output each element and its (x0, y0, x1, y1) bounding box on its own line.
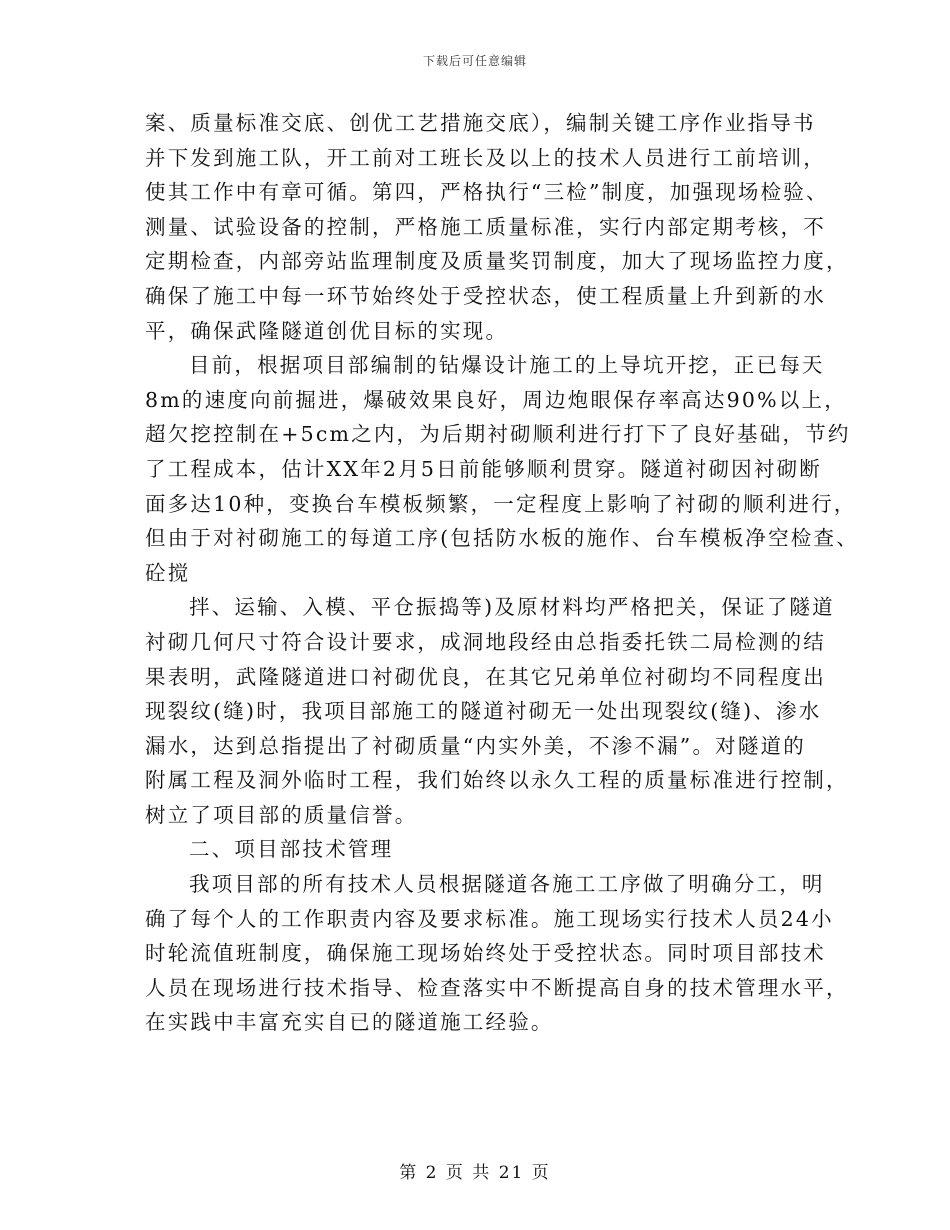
text-line: 树立了项目部的质量信誉。 (145, 802, 418, 827)
text-line: 超欠挖控制在+5cm之内，为后期衬砌顺利进行打下了良好基础，节约 (145, 422, 851, 447)
text-line: 案、质量标准交底、创优工艺措施交底），编制关键工序作业指导书 (145, 111, 816, 135)
page-number: 第 2 页 共 21 页 (399, 1163, 551, 1183)
text-line: 测量、试验设备的控制，严格施工质量标准，实行内部定期考核，不 (145, 214, 826, 239)
page-header: 下载后可任意编辑 (422, 54, 527, 68)
text-line: 人员在现场进行技术指导、检查落实中不断提高自身的技术管理水平， (145, 975, 849, 1000)
text-line: 果表明，武隆隧道进口衬砌优良，在其它兄弟单位衬砌均不同程度出 (145, 664, 826, 689)
text-line: 确保了施工中每一环节始终处于受控状态，使工程质量上升到新的水 (145, 283, 826, 308)
text-line: 漏水，达到总指提出了衬砌质量“内实外美，不渗不漏”。对隧道的 (145, 733, 806, 758)
text-line: 了工程成本，估计XX年2月5日前能够顺利贯穿。隧道衬砌因衬砌断 (145, 456, 822, 481)
text-line: 时轮流值班制度，确保施工现场始终处于受控状态。同时项目部技术 (145, 941, 826, 966)
text-line: 使其工作中有章可循。第四，严格执行“三检”制度，加强现场检验、 (145, 180, 829, 205)
text-line: 确了每个人的工作职责内容及要求标准。施工现场实行技术人员24小 (145, 906, 834, 931)
text-line: 砼搅 (145, 560, 191, 585)
section-heading: 二、项目部技术管理 (189, 837, 394, 862)
paragraph-start-line: 拌、运输、入模、平仓振捣等)及原材料均严格把关，保证了隧道 (189, 595, 835, 620)
text-line: 但由于对衬砌施工的每道工序(包括防水板的施作、台车模板净空检查、 (145, 526, 859, 551)
text-line: 平，确保武隆隧道创优目标的实现。 (145, 318, 509, 343)
paragraph-start-line: 我项目部的所有技术人员根据隧道各施工工序做了明确分工，明 (189, 872, 825, 897)
text-line: 并下发到施工队，开工前对工班长及以上的技术人员进行工前培训， (145, 145, 826, 170)
text-line: 在实践中丰富充实自已的隧道施工经验。 (145, 1010, 554, 1035)
paragraph-start-line: 目前，根据项目部编制的钻爆设计施工的上导坑开挖，正已每天 (189, 353, 825, 378)
text-line: 附属工程及洞外临时工程，我们始终以永久工程的质量标准进行控制， (145, 768, 849, 793)
text-line: 面多达10种，变换台车模板频繁，一定程度上影响了衬砌的顺利进行， (145, 491, 857, 516)
text-line: 8m的速度向前掘进，爆破效果良好，周边炮眼保存率高达90%以上， (145, 387, 847, 412)
text-line: 定期检查，内部旁站监理制度及质量奖罚制度，加大了现场监控力度， (145, 249, 849, 274)
document-body (145, 106, 859, 1040)
text-line: 衬砌几何尺寸符合设计要求，成洞地段经由总指委托铁二局检测的结 (145, 629, 826, 654)
text-line: 现裂纹(缝)时，我项目部施工的隧道衬砌无一处出现裂纹(缝)、渗水 (145, 699, 822, 724)
